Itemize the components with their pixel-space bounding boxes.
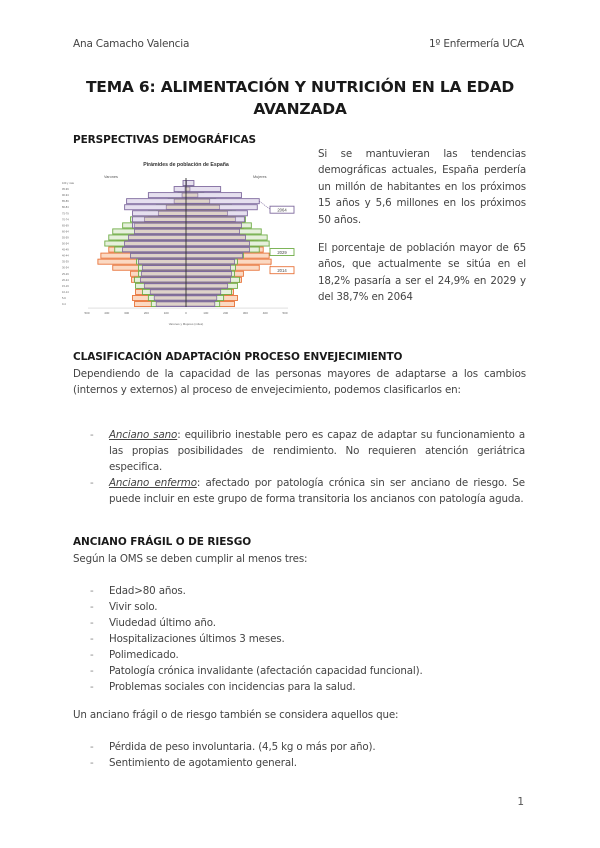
svg-text:400: 400 — [262, 311, 268, 316]
criteria-text: Problemas sociales con incidencias para la salud. — [109, 681, 356, 693]
fragil-intro-2: Un anciano frágil o de riesgo también se considera aquellos que: — [73, 709, 399, 721]
svg-text:10-14: 10-14 — [62, 290, 69, 294]
desc-anciano-sano: : equilibrio inestable pero es capaz de adaptar su funcionamiento a las propias posibilidades de rendimiento. No requieren atención geriátrica especifica. — [109, 429, 526, 473]
svg-text:2029: 2029 — [277, 249, 287, 255]
svg-text:70-74: 70-74 — [62, 218, 69, 222]
term-anciano-enfermo: Anciano enfermo — [109, 477, 197, 489]
pyramid-svg — [60, 158, 310, 333]
list-dash: - — [90, 601, 94, 613]
chart-title: Pirámides de población de España — [143, 162, 229, 168]
criteria-item — [90, 599, 525, 615]
svg-text:200: 200 — [223, 311, 229, 316]
svg-text:5-9: 5-9 — [62, 296, 66, 300]
svg-text:100: 100 — [163, 311, 169, 316]
page-title-line2: AVANZADA — [253, 100, 347, 118]
right-label: Mujeres — [253, 175, 267, 179]
page-title-line1: TEMA 6: ALIMENTACIÓN Y NUTRICIÓN EN LA EDAD — [85, 78, 515, 96]
svg-text:2064: 2064 — [277, 207, 287, 213]
list-dash: - — [90, 665, 94, 677]
extra-item — [90, 755, 525, 771]
header-author: Ana Camacho Valencia — [73, 38, 190, 50]
list-item-anciano-sano — [90, 427, 525, 475]
svg-text:500: 500 — [282, 311, 288, 316]
desc-anciano-enfermo: : afectado por patología crónica sin ser anciano de riesgo. Se puede incluir en este grupo de forma transitoria los ancianos con patología aguda. — [109, 477, 525, 505]
list-dash: - — [90, 633, 94, 645]
list-dash: - — [90, 477, 94, 489]
svg-text:75-79: 75-79 — [62, 212, 69, 216]
svg-text:200: 200 — [143, 311, 149, 316]
criteria-item — [90, 679, 525, 695]
list-dash: - — [90, 649, 94, 661]
heading-clasificacion: CLASIFICACIÓN ADAPTACIÓN PROCESO ENVEJECIMIENTO — [73, 351, 403, 363]
svg-text:300: 300 — [242, 311, 248, 316]
svg-text:55-59: 55-59 — [62, 236, 69, 240]
list-dash: - — [90, 741, 94, 753]
demografia-paragraph-1: Si se mantuvieran las tendencias demográficas actuales, España perdería un millón de habitantes en los próximos 15 años y 5,6 millones en los próximos 50 años. — [318, 148, 526, 226]
list-dash: - — [90, 617, 94, 629]
svg-text:95-99: 95-99 — [62, 188, 69, 192]
criteria-item — [90, 663, 525, 679]
list-dash: - — [90, 585, 94, 597]
svg-text:85-89: 85-89 — [62, 200, 69, 204]
list-dash: - — [90, 681, 94, 693]
criteria-text: Polimedicado. — [109, 649, 179, 661]
svg-text:0-4: 0-4 — [62, 303, 66, 306]
criteria-text: Viudedad último año. — [109, 617, 216, 629]
criteria-text: Hospitalizaciones últimos 3 meses. — [109, 633, 285, 645]
demografia-paragraph-2: El porcentaje de población mayor de 65 años, que actualmente se sitúa en el 18,2% pasaría a ser el 24,9% en 2029 y del 38,7% en 2064 — [318, 242, 526, 304]
svg-text:15-19: 15-19 — [62, 284, 69, 288]
svg-text:50-54: 50-54 — [62, 242, 69, 246]
svg-text:2014: 2014 — [277, 268, 287, 273]
svg-text:100: 100 — [203, 311, 209, 316]
list-dash: - — [90, 757, 94, 769]
svg-text:100 y más: 100 y más — [62, 182, 74, 185]
extra-text: Pérdida de peso involuntaria. (4,5 kg o más por año). — [109, 741, 376, 753]
svg-text:65-69: 65-69 — [62, 224, 69, 228]
criteria-text: Edad>80 años. — [109, 585, 186, 597]
svg-text:500: 500 — [84, 311, 90, 316]
clasificacion-intro: Dependiendo de la capacidad de las personas mayores de adaptarse a los cambios (internos y externos) al proceso de envejecimiento, podemos clasificarlos en: — [73, 368, 526, 396]
list-item-anciano-enfermo — [90, 475, 525, 507]
header-course: 1º Enfermería UCA — [428, 38, 524, 50]
fragil-criteria-list — [90, 583, 525, 695]
svg-text:40-44: 40-44 — [62, 254, 69, 258]
extra-text: Sentimiento de agotamiento general. — [109, 757, 297, 769]
criteria-item — [90, 647, 525, 663]
svg-text:90-94: 90-94 — [62, 194, 69, 198]
fragil-intro: Según la OMS se deben cumplir al menos tres: — [73, 553, 308, 565]
svg-text:30-34: 30-34 — [62, 266, 69, 270]
criteria-text: Patología crónica invalidante (afectación capacidad funcional). — [109, 665, 423, 677]
svg-text:400: 400 — [104, 311, 110, 316]
criteria-item — [90, 615, 525, 631]
page-title — [60, 76, 540, 120]
svg-text:60-64: 60-64 — [62, 230, 69, 234]
heading-fragil: ANCIANO FRÁGIL O DE RIESGO — [73, 536, 252, 548]
clasificacion-list — [90, 427, 525, 507]
page-number: 1 — [517, 796, 524, 808]
criteria-item — [90, 631, 525, 647]
svg-text:45-49: 45-49 — [62, 248, 69, 252]
list-dash: - — [90, 429, 94, 441]
term-anciano-sano: Anciano sano — [109, 429, 178, 441]
heading-demografia: PERSPECTIVAS DEMOGRÁFICAS — [73, 134, 256, 146]
svg-text:300: 300 — [124, 311, 130, 316]
criteria-text: Vivir solo. — [109, 601, 158, 613]
svg-text:0: 0 — [185, 311, 187, 316]
population-pyramid-chart — [60, 158, 310, 333]
extra-item — [90, 739, 525, 755]
left-label: Varones — [104, 175, 118, 179]
x-axis-label: Varones y Mujeres (miles) — [168, 322, 204, 327]
svg-text:80-84: 80-84 — [62, 206, 69, 210]
fragil-extra-list — [90, 739, 525, 771]
svg-text:25-29: 25-29 — [62, 272, 69, 276]
svg-text:20-24: 20-24 — [62, 278, 69, 282]
svg-text:35-39: 35-39 — [62, 260, 69, 264]
criteria-item — [90, 583, 525, 599]
